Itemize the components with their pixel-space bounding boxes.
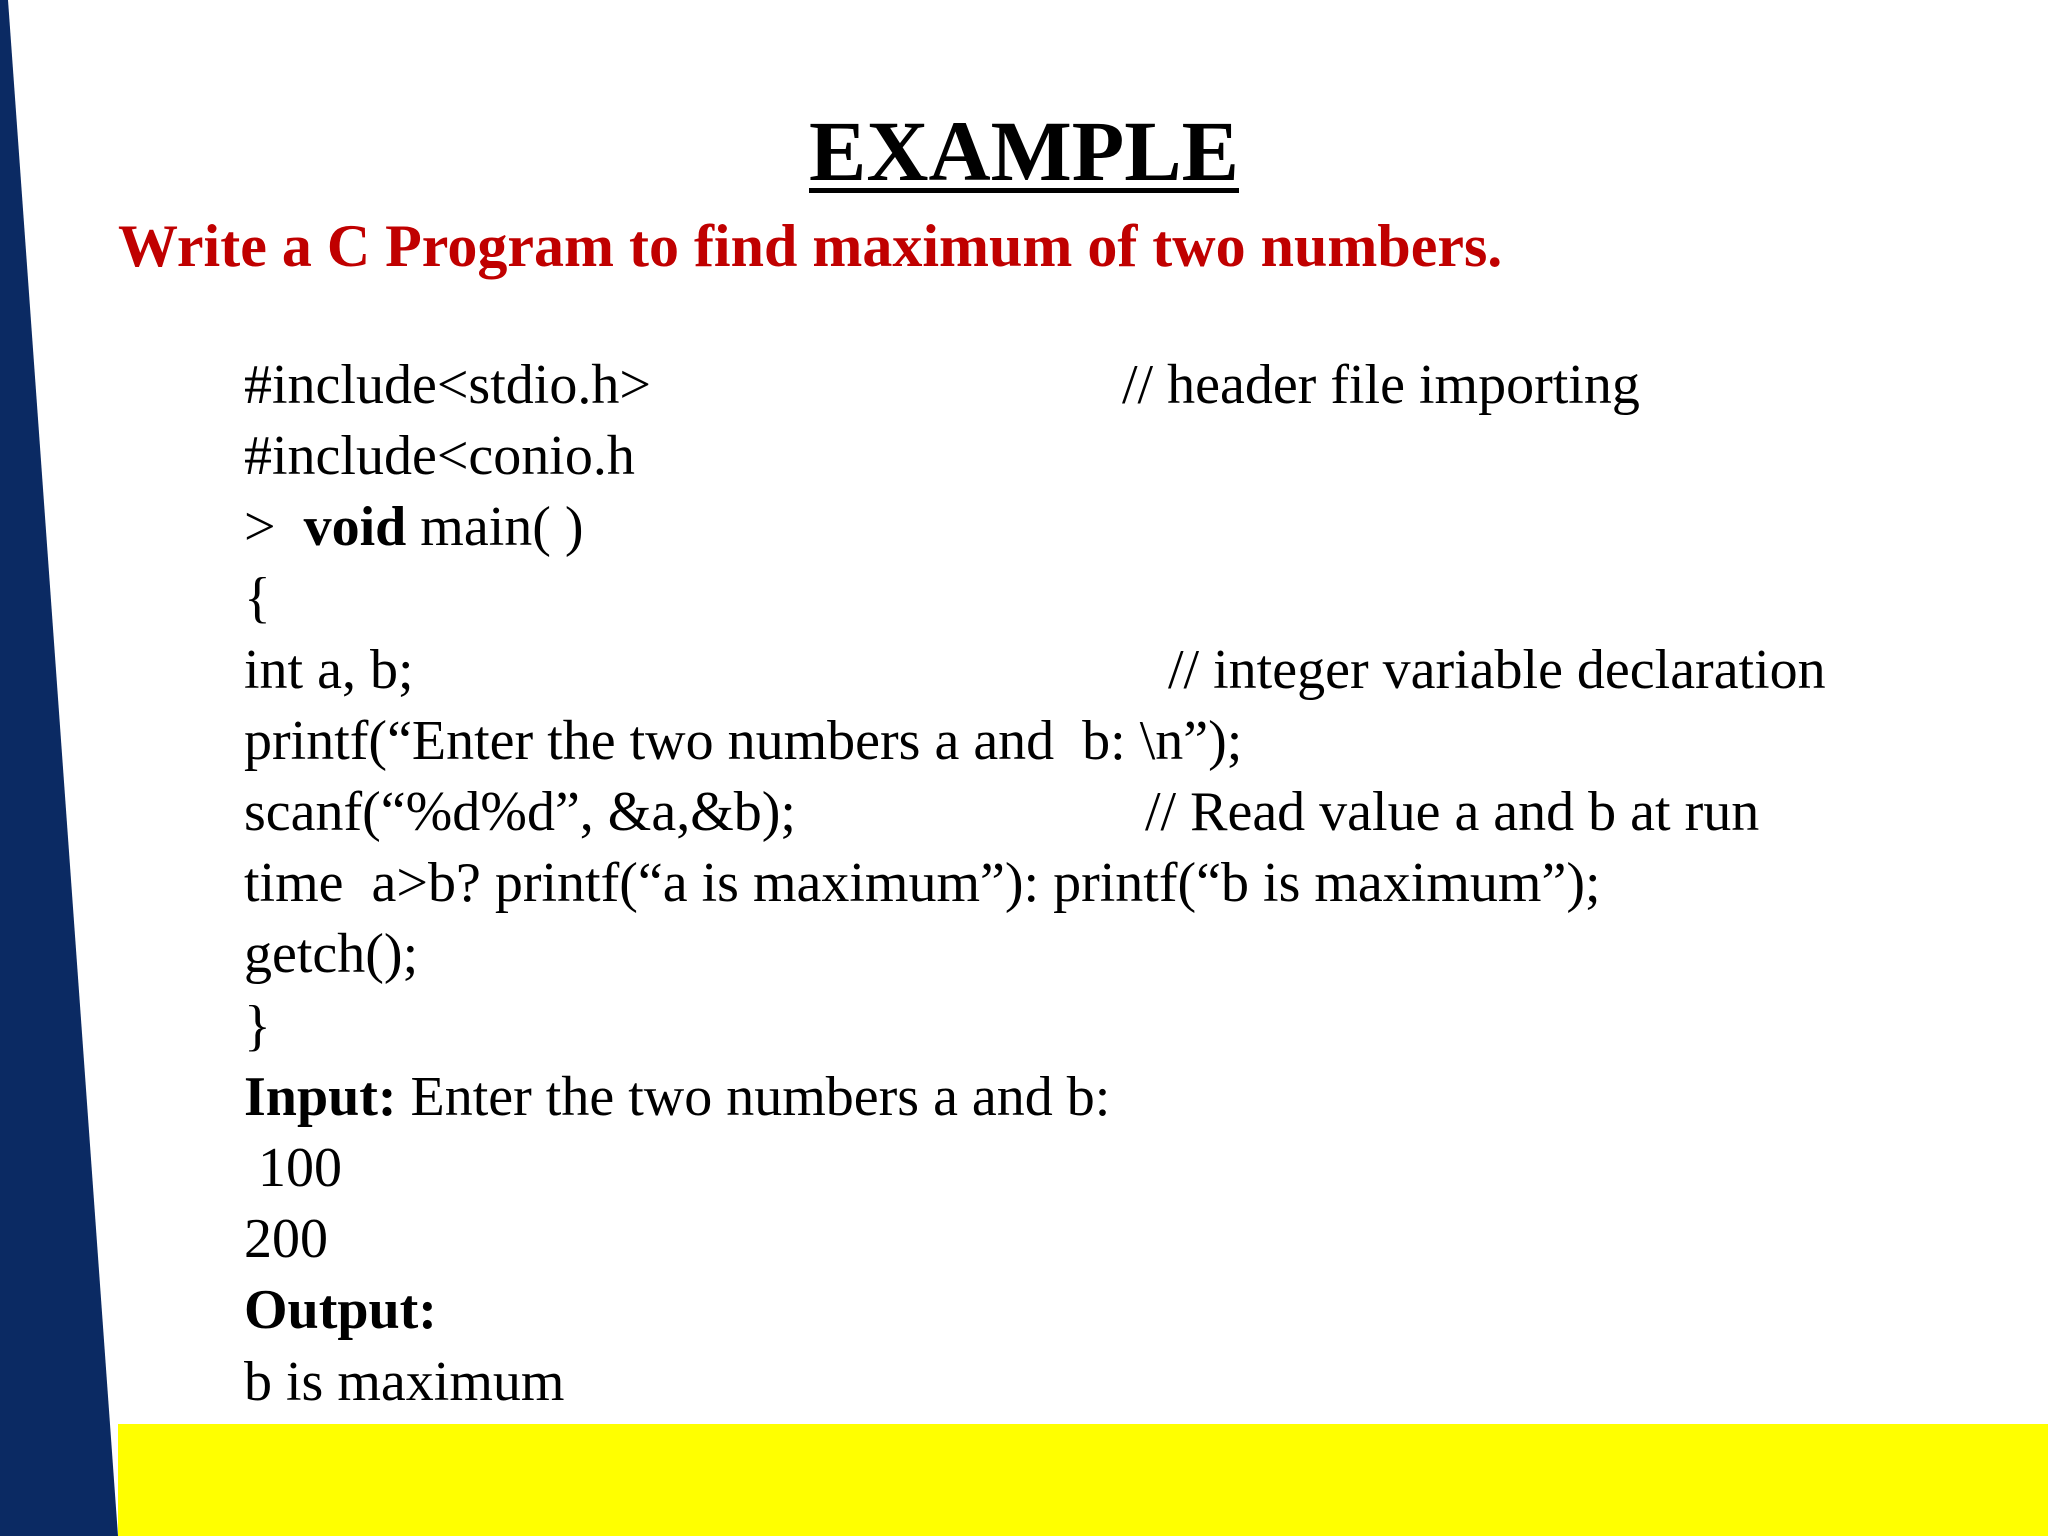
slide-title	[0, 102, 2048, 201]
output-label: Output:	[244, 1279, 437, 1341]
code-line-getch: getch();	[244, 923, 419, 985]
input-value-2: 200	[244, 1208, 328, 1270]
comment-header-file: // header file importing	[1122, 354, 1640, 416]
code-line-close-brace: }	[244, 995, 271, 1057]
code-line-int-declaration: int a, b;	[244, 639, 414, 701]
input-text: Enter the two numbers a and b:	[396, 1066, 1111, 1128]
code-line-include-stdio: #include<stdio.h>	[244, 354, 651, 416]
slide-subtitle: Write a C Program to find maximum of two numbers.	[118, 213, 1503, 279]
slide-title-text: EXAMPLE	[809, 103, 1239, 199]
input-value-1: 100	[244, 1137, 342, 1199]
code-line-scanf: scanf(“%d%d”, &a,&b);	[244, 781, 796, 843]
code-line-open-brace: {	[244, 567, 271, 629]
yellow-bottom-band	[118, 1424, 2048, 1536]
navy-side-band	[0, 0, 130, 1536]
output-text: b is maximum	[244, 1351, 565, 1413]
navy-band-shape	[0, 0, 118, 1536]
comment-read-values: // Read value a and b at run	[1145, 781, 1760, 843]
code-line-include-conio: #include<conio.h	[244, 425, 635, 487]
input-line	[244, 1064, 1110, 1131]
code-line-printf: printf(“Enter the two numbers a and b: \n”);	[244, 710, 1243, 772]
code-main-rest: main( )	[406, 496, 584, 558]
code-line-main	[244, 494, 584, 561]
input-label: Input:	[244, 1066, 397, 1128]
code-line-ternary: time a>b? printf(“a is maximum”): printf(“b is maximum”);	[244, 852, 1601, 914]
code-keyword-void: void	[303, 496, 407, 558]
code-main-prefix: >	[244, 496, 304, 558]
comment-variable-declaration: // integer variable declaration	[1168, 639, 1826, 701]
